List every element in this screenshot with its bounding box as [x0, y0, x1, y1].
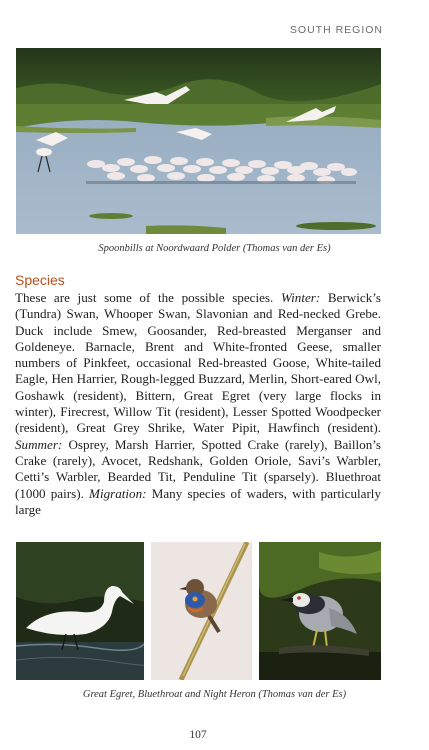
- running-head: SOUTH REGION: [289, 24, 383, 36]
- spoonbills-photo: [16, 48, 381, 234]
- page-number: 107: [189, 729, 207, 741]
- photo-caption-bottom: Great Egret, Bluethroat and Night Heron (Thomas van der Es): [82, 689, 347, 700]
- great-egret-photo: [16, 542, 144, 680]
- migration-species: Many species of waders, with particularly large: [15, 485, 381, 517]
- night-heron-photo: [259, 542, 381, 680]
- summer-species: Osprey, Marsh Harrier, Spotted Crake (rarely), Baillon’s Crake (rarely), Avocet, Redshank, Golden Oriole, Savi’s Warbler, Cetti’s Warbler, Bearded Tit, Penduline Tit (sparsely). Bluethroat (1000 pairs).: [15, 436, 381, 501]
- winter-label: Winter:: [280, 290, 321, 305]
- body-lead: These are just some of the possible species.: [15, 290, 281, 305]
- species-body-text: [15, 290, 381, 518]
- summer-label: Summer:: [15, 436, 63, 452]
- winter-species: Berwick’s (Tundra) Swan, Whooper Swan, Slavonian and Red-necked Grebe. Duck include Smew, Goosander, Red-breasted Merganser and Goldeneye. Barnacle, Brent and White-fronted Geese, smaller numbers of Pinkfeet, occasional Red-breasted Goose, White-tailed Eagle, Hen Harrier, Rough-legged Buzzard, Merlin, Short-eared Owl, Goshawk (resident), Bittern, Great Egret (very large flocks in winter), Firecrest, Willow Tit (resident), Lesser Spotted Woodpecker (resident), Great Grey Shrike, Water Pipit, Hawfinch (resident).: [15, 290, 381, 436]
- photo-caption-top: Spoonbills at Noordwaard Polder (Thomas van der Es): [98, 243, 331, 254]
- bluethroat-photo: [151, 542, 252, 680]
- section-heading: Species: [15, 272, 65, 288]
- migration-label: Migration:: [89, 485, 147, 501]
